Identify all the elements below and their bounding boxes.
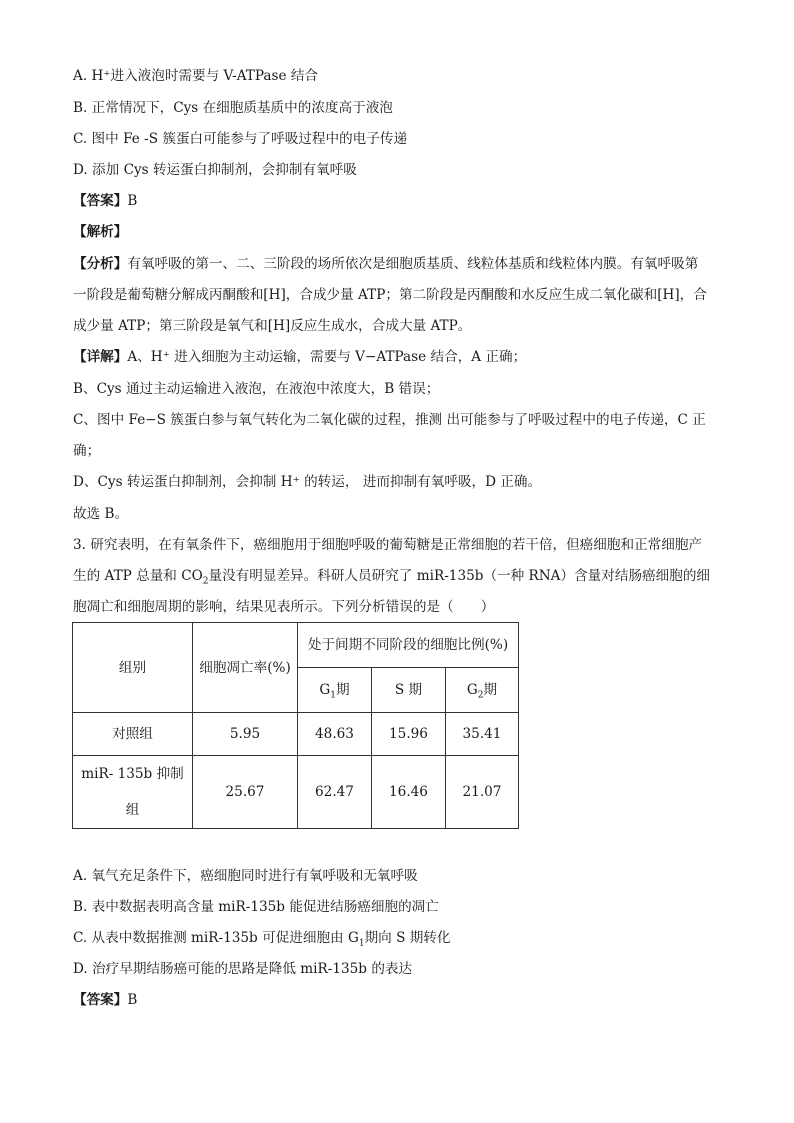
- detail-line-4: 确；: [73, 443, 101, 459]
- option-b-q2: B. 正常情况下，Cys 在细胞质基质中的浓度高于液泡: [73, 100, 393, 116]
- header-g2-sub: 2: [477, 690, 484, 701]
- answer-value: B: [127, 193, 138, 209]
- header-phase: 处于间期不同阶段的细胞比例(%): [298, 623, 519, 668]
- analysis-text-1: 有氧呼吸的第一、二、三阶段的场所依次是细胞质基质、线粒体基质和线粒体内膜。有氧呼吸第: [127, 256, 699, 272]
- question3-line-2-sub: 2: [202, 576, 209, 587]
- table-row: [73, 756, 519, 829]
- analysis-line-2: 一阶段是葡萄糖分解成丙酮酸和[H]，合成少量 ATP；第二阶段是丙酮酸和水反应生成二氧化碳和[H]，合: [73, 287, 707, 303]
- row2-apoptosis: 25.67: [193, 756, 298, 829]
- detail-conclusion: 故选 B。: [73, 506, 129, 522]
- option-c-q3: [73, 928, 733, 948]
- option-c-q3-sub: 1: [358, 938, 365, 949]
- option-a-q3: A. 氧气充足条件下，癌细胞同时进行有氧呼吸和无氧呼吸: [73, 868, 418, 884]
- answer-label: 【答案】: [73, 193, 128, 209]
- answer-q2: [73, 191, 733, 211]
- header-g2-letter: G: [466, 682, 478, 698]
- row1-g2: 35.41: [446, 713, 519, 756]
- answer-label: 【答案】: [73, 992, 128, 1008]
- detail-line-2: B、Cys 通过主动运输进入液泡，在液泡中浓度大，B 错误；: [73, 381, 440, 397]
- header-g2-suffix: 期: [483, 682, 498, 698]
- row2-g2: 21.07: [446, 756, 519, 829]
- question3-line-2a: 生的 ATP 总量和 CO: [73, 568, 203, 584]
- option-c-q3-a: C. 从表中数据推测 miR-135b 可促进细胞由 G: [73, 930, 359, 946]
- row1-apoptosis: 5.95: [193, 713, 298, 756]
- analysis-line-1: [73, 254, 733, 274]
- option-d-q2: D. 添加 Cys 转运蛋白抑制剂，会抑制有氧呼吸: [73, 162, 357, 178]
- header-g2: [446, 668, 519, 713]
- header-group: 组别: [73, 623, 193, 713]
- question3-line-3: 胞凋亡和细胞周期的影响，结果见表所示。下列分析错误的是（ ）: [73, 599, 495, 615]
- answer-q3: [73, 990, 733, 1010]
- header-s: S 期: [372, 668, 446, 713]
- row1-s: 15.96: [372, 713, 446, 756]
- row1-g1: 48.63: [298, 713, 372, 756]
- option-c-q2: C. 图中 Fe -S 簇蛋白可能参与了呼吸过程中的电子传递: [73, 131, 408, 147]
- detail-line-3: C、图中 Fe−S 簇蛋白参与氧气转化为二氧化碳的过程，推测 出可能参与了呼吸过程中的电子传递，C 正: [73, 412, 706, 428]
- header-g1-suffix: 期: [336, 682, 350, 698]
- analysis-line-3: 成少量 ATP；第三阶段是氧气和[H]反应生成水，合成大量 ATP。: [73, 318, 472, 334]
- question3-line-2: [73, 566, 733, 586]
- analysis-title: 【解析】: [73, 224, 128, 240]
- detail-text-1: A、H⁺ 进入细胞为主动运输，需要与 V−ATPase 结合，A 正确；: [127, 349, 527, 365]
- row1-group: 对照组: [73, 713, 193, 756]
- detail-line-5: D、Cys 转运蛋白抑制剂，会抑制 H⁺ 的转运， 进而抑制有氧呼吸，D 正确。: [73, 474, 542, 490]
- option-a-q2: A. H⁺进入液泡时需要与 V-ATPase 结合: [73, 68, 319, 84]
- header-g1: [298, 668, 372, 713]
- header-g1-sub: 1: [330, 690, 336, 701]
- detail-line-1: [73, 347, 733, 367]
- data-table: [72, 622, 519, 829]
- option-c-q3-b: 期向 S 期转化: [364, 930, 451, 946]
- header-g1-letter: G: [319, 682, 331, 698]
- question3-line-2b: 量没有明显差异。科研人员研究了 miR-135b（一种 RNA）含量对结肠癌细胞的细: [208, 568, 711, 584]
- option-d-q3: D. 治疗早期结肠癌可能的思路是降低 miR-135b 的表达: [73, 961, 413, 977]
- option-b-q3: B. 表中数据表明高含量 miR-135b 能促进结肠癌细胞的凋亡: [73, 899, 439, 915]
- table-row: [73, 713, 519, 756]
- answer-value: B: [127, 992, 138, 1008]
- question3-line-1: 3. 研究表明，在有氧条件下，癌细胞用于细胞呼吸的葡萄糖是正常细胞的若干倍，但癌细胞和正常细胞产: [73, 537, 703, 553]
- detail-label: 【详解】: [73, 349, 128, 365]
- row2-group-l1: miR- 135b 抑制: [81, 766, 184, 782]
- analysis-label: 【分析】: [73, 256, 128, 272]
- row2-group-l2: 组: [125, 802, 140, 818]
- row2-group: [73, 756, 193, 829]
- row2-g1: 62.47: [298, 756, 372, 829]
- row2-s: 16.46: [372, 756, 446, 829]
- header-apoptosis: 细胞凋亡率(%): [193, 623, 298, 713]
